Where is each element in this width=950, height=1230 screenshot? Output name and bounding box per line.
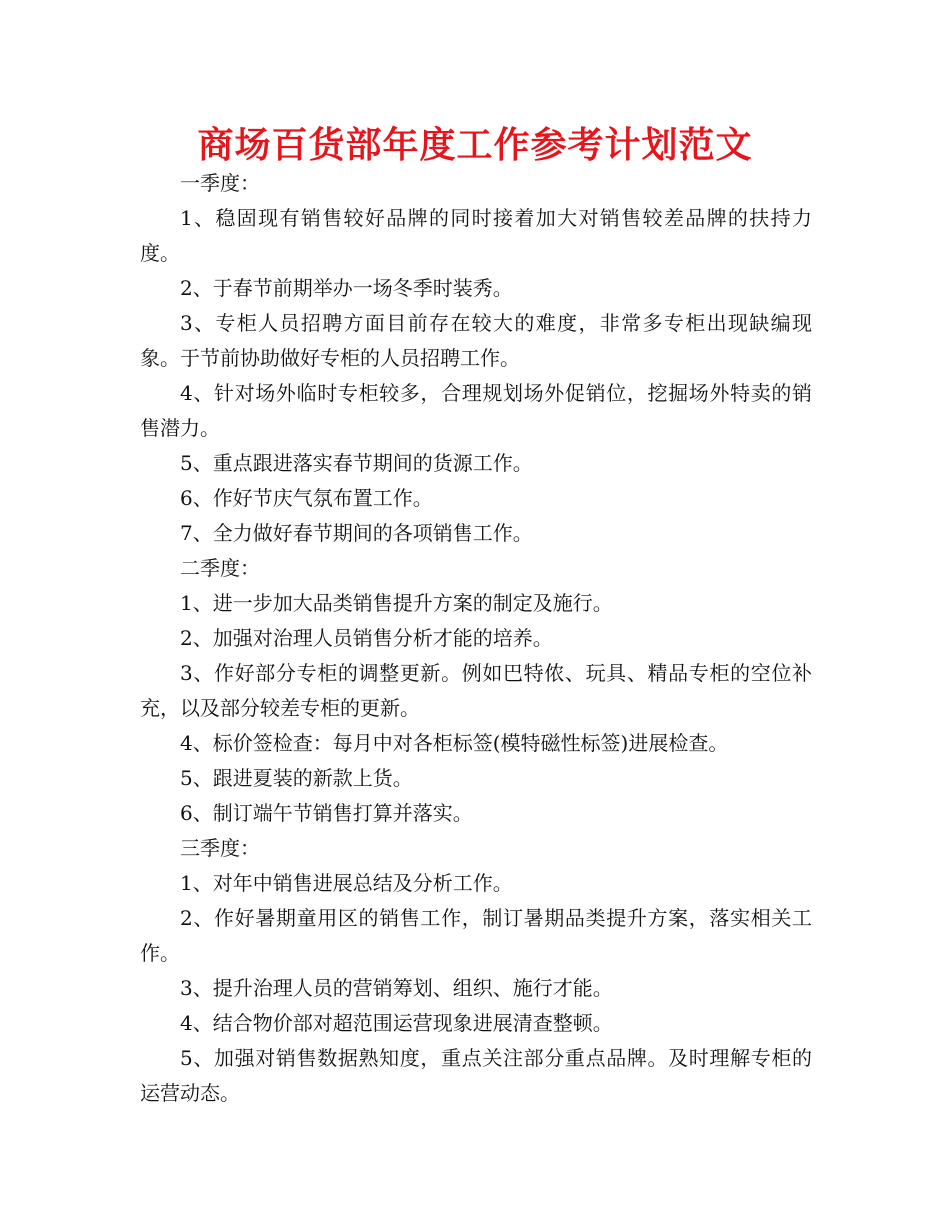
list-item: 2、加强对治理人员销售分析才能的培养。 bbox=[180, 626, 553, 650]
list-item: 5、加强对销售数据熟知度，重点关注部分重点品牌。及时理解专柜的运营动态。 bbox=[140, 1046, 812, 1105]
section-heading-q1: 一季度： bbox=[180, 171, 260, 195]
list-item: 1、稳固现有销售较好品牌的同时接着加大对销售较差品牌的扶持力度。 bbox=[140, 206, 812, 265]
section-heading-q3: 三季度： bbox=[180, 836, 260, 860]
document-body bbox=[140, 166, 812, 1111]
list-item: 3、专柜人员招聘方面目前存在较大的难度，非常多专柜出现缺编现象。于节前协助做好专柜的人员招聘工作。 bbox=[140, 311, 812, 370]
list-item: 2、作好暑期童用区的销售工作，制订暑期品类提升方案，落实相关工作。 bbox=[140, 906, 812, 965]
list-item: 4、结合物价部对超范围运营现象进展清查整顿。 bbox=[180, 1011, 613, 1035]
list-item: 6、制订端午节销售打算并落实。 bbox=[180, 801, 473, 825]
list-item: 7、全力做好春节期间的各项销售工作。 bbox=[180, 521, 533, 545]
list-item: 4、标价签检查：每月中对各柜标签(模特磁性标签)进展检查。 bbox=[180, 731, 729, 755]
list-item: 3、作好部分专柜的调整更新。例如巴特侬、玩具、精品专柜的空位补充，以及部分较差专柜的更新。 bbox=[140, 661, 812, 720]
list-item: 4、针对场外临时专柜较多，合理规划场外促销位，挖掘场外特卖的销售潜力。 bbox=[140, 381, 812, 440]
list-item: 2、于春节前期举办一场冬季时装秀。 bbox=[180, 276, 513, 300]
list-item: 3、提升治理人员的营销筹划、组织、施行才能。 bbox=[180, 976, 613, 1000]
list-item: 5、重点跟进落实春节期间的货源工作。 bbox=[180, 451, 533, 475]
list-item: 1、对年中销售进展总结及分析工作。 bbox=[180, 871, 513, 895]
list-item: 5、跟进夏装的新款上货。 bbox=[180, 766, 413, 790]
list-item: 6、作好节庆气氛布置工作。 bbox=[180, 486, 433, 510]
list-item: 1、进一步加大品类销售提升方案的制定及施行。 bbox=[180, 591, 613, 615]
document-title: 商场百货部年度工作参考计划范文 bbox=[197, 125, 753, 166]
section-heading-q2: 二季度： bbox=[180, 556, 260, 580]
